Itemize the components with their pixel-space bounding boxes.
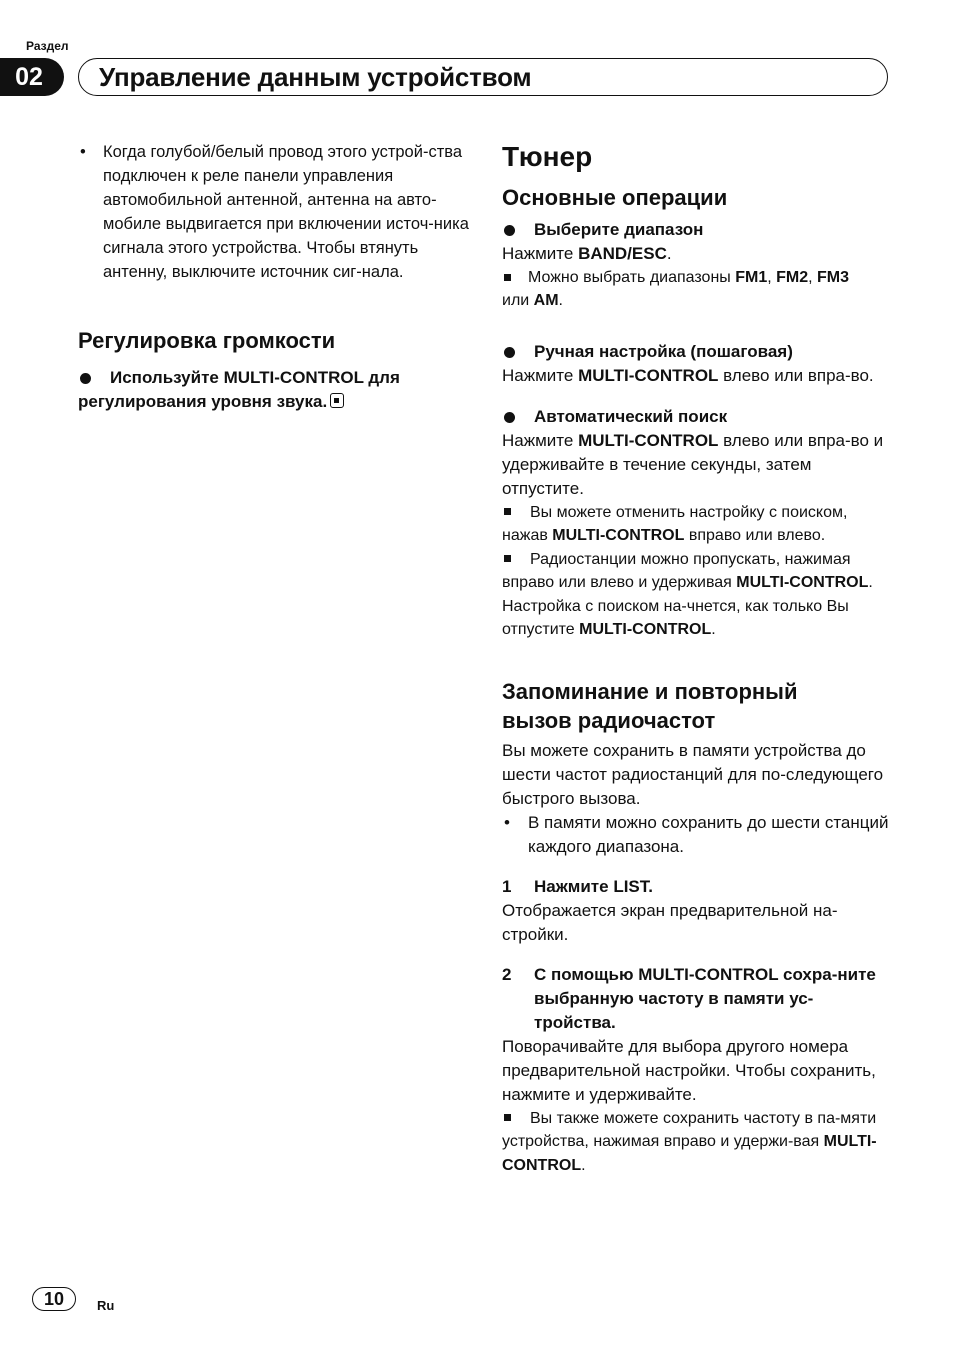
tuner-heading: Тюнер bbox=[502, 141, 593, 172]
band-esc-key: BAND/ESC bbox=[578, 244, 667, 263]
note-square-icon bbox=[504, 1114, 511, 1121]
auto-step-head: Автоматический поиск bbox=[534, 406, 728, 426]
page-number: 10 bbox=[32, 1287, 76, 1311]
band-note: Можно выбрать диапазоны FM1, FM2, FM3 bbox=[502, 266, 894, 290]
auto-note-2: Радиостанции можно пропускать, нажимая вправо или влево и удерживая MULTI-CONTROL. Настройка с поиском на-чнется, как только Вы отпустите MULTI-CONTROL. bbox=[502, 550, 873, 638]
step-2-head: С помощью MULTI-CONTROL сохра-ните выбранную частоту в памяти ус-тройства. bbox=[534, 964, 876, 1032]
step-1 bbox=[502, 875, 894, 899]
volume-heading: Регулировка громкости bbox=[78, 328, 336, 353]
memory-intro: Вы можете сохранить в памяти устройства до шести частот радиостанций для по-следующего быстрого вызова. bbox=[502, 740, 884, 808]
antenna-bullet bbox=[78, 140, 470, 284]
step-dot-icon bbox=[504, 225, 515, 236]
step-1-number: 1 bbox=[502, 876, 512, 896]
step-2-note: Вы также можете сохранить частоту в па-мяти устройства, нажимая вправо и удержи-вая MULTI-CONTROL. bbox=[502, 1109, 877, 1174]
band-text: Нажмите BAND/ESC. bbox=[502, 244, 672, 263]
step-2-text: Поворачивайте для выбора другого номера предварительной настройки. Чтобы сохранить, нажмите и удерживайте. bbox=[502, 1036, 876, 1104]
auto-step bbox=[502, 405, 894, 429]
antenna-bullet-text: Когда голубой/белый провод этого устрой-ства подключен к реле панели управления автомобильной антенной, антенна на авто-мобиле выдвигается при включении источ-ника сигнала этого устройства. Чтобы втянуть антенну, выключите источник сиг-нала. bbox=[103, 143, 469, 281]
auto-note-1: Вы можете отменить настройку с поиском, нажав MULTI-CONTROL вправо или влево. bbox=[502, 503, 848, 544]
volume-step-text: Используйте MULTI-CONTROL для регулирования уровня звука. bbox=[78, 368, 400, 411]
step-2-number: 2 bbox=[502, 964, 512, 984]
band-step bbox=[502, 218, 894, 242]
step-dot-icon bbox=[504, 347, 515, 358]
right-column bbox=[502, 140, 894, 1177]
section-number-badge: 02 bbox=[0, 58, 64, 96]
step-1-head: Нажмите LIST. bbox=[534, 876, 653, 896]
volume-step bbox=[78, 366, 470, 414]
band-step-head: Выберите диапазон bbox=[534, 220, 704, 239]
manual-text: Нажмите MULTI-CONTROL влево или впра-во. bbox=[502, 365, 874, 385]
left-column bbox=[78, 140, 470, 414]
memory-heading: Запоминание и повторный вызов радиочастот bbox=[502, 678, 798, 733]
auto-text: Нажмите MULTI-CONTROL влево или впра-во и удерживайте в течение секунды, затем отпустите. bbox=[502, 430, 884, 498]
basic-operations-heading: Основные операции bbox=[502, 185, 728, 210]
step-dot-icon bbox=[80, 373, 91, 384]
step-dot-icon bbox=[504, 412, 515, 423]
bullet-mark: • bbox=[504, 812, 510, 832]
step-2 bbox=[502, 963, 894, 1035]
note-square-icon bbox=[504, 508, 511, 515]
chapter-header bbox=[78, 58, 888, 96]
manual-step bbox=[502, 340, 894, 364]
bullet-mark: • bbox=[80, 143, 86, 161]
note-square-icon bbox=[504, 274, 511, 281]
step-1-text: Отображается экран предварительной на-стройки. bbox=[502, 900, 838, 944]
language-code: Ru bbox=[97, 1298, 115, 1313]
band-note-cont: или AM. bbox=[502, 292, 563, 309]
end-mark-icon bbox=[330, 393, 344, 408]
manual-step-head: Ручная настройка (пошаговая) bbox=[534, 341, 793, 361]
chapter-title: Управление данным устройством bbox=[99, 61, 532, 92]
memory-bullet-text: В памяти можно сохранить до шести станций каждого диапазона. bbox=[528, 812, 889, 856]
note-square-icon bbox=[504, 555, 511, 562]
section-label: Раздел bbox=[26, 39, 69, 53]
memory-bullet bbox=[502, 811, 894, 859]
